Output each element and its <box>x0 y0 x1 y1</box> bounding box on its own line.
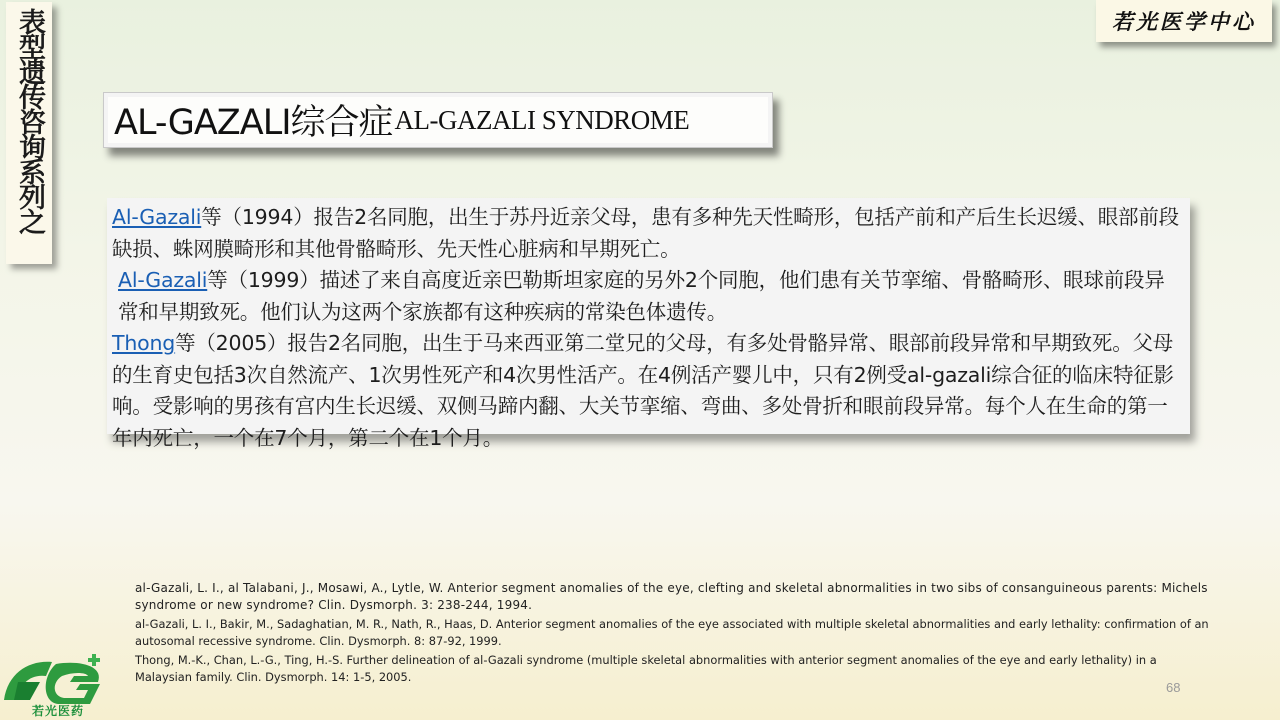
reference-3: Thong, M.-K., Chan, L.-G., Ting, H.-S. Further delineation of al-Gazali syndrome (multiple skeletal abnormalities with anterior segment anomalies of the eye and early lethality) in a Malaysian family. Clin. Dysmorph. 14: 1-5, 2005. <box>135 653 1157 684</box>
title-sub: AL-GAZALI SYNDROME <box>394 104 690 135</box>
reference-1: al-Gazali, L. I., al Talabani, J., Mosawi, A., Lytle, W. Anterior segment anomalies of the eye, clefting and skeletal abnormalities in two sibs of consanguineous parents: Michels syndrome or new syndrome? Clin. Dysmorph. 3: 238-244, 1994. <box>135 581 1208 612</box>
link-thong-2005[interactable]: Thong <box>112 331 176 355</box>
paragraph-2005 <box>112 328 1182 454</box>
center-badge <box>1096 0 1272 42</box>
paragraph-1999 <box>112 265 1182 328</box>
references <box>135 580 1210 688</box>
logo-caption: 若光医药 <box>31 704 84 718</box>
link-al-gazali-1994[interactable]: Al-Gazali <box>112 205 202 229</box>
center-badge-text: 若光医学中心 <box>1112 9 1256 34</box>
paragraph-1999-text: 等（1999）描述了来自高度近亲巴勒斯坦家庭的另外2个同胞，他们患有关节挛缩、骨骼畸形、眼球前段异常和早期致死。他们认为这两个家族都有这种疾病的常染色体遗传。 <box>118 268 1165 324</box>
series-label: 表型遗传咨询系列之 <box>14 8 45 233</box>
paragraph-1994 <box>112 202 1182 265</box>
body-text-box <box>107 198 1190 450</box>
paragraph-1994-text: 等（1994）报告2名同胞，出生于苏丹近亲父母，患有多种先天性畸形，包括产前和产后生长迟缓、眼部前段缺损、蛛网膜畸形和其他骨骼畸形、先天性心脏病和早期死亡。 <box>112 205 1179 261</box>
link-al-gazali-1999[interactable]: Al-Gazali <box>118 268 208 292</box>
series-label-box <box>6 2 52 264</box>
slide-title <box>103 92 773 148</box>
reference-2: al-Gazali, L. I., Bakir, M., Sadaghatian, M. R., Nath, R., Haas, D. Anterior segment anomalies of the eye associated with multiple skeletal abnormalities and early lethality: confirmation of an autosomal recessive syndrome. Clin. Dysmorph. 8: 87-92, 1999. <box>135 617 1209 648</box>
paragraph-2005-text: 等（2005）报告2名同胞，出生于马来西亚第二堂兄的父母，有多处骨骼异常、眼部前段异常和早期致死。父母的生育史包括3次自然流产、1次男性死产和4次男性活产。在4例活产婴儿中，只有2例受al-gazali综合征的临床特征影响。受影响的男孩有宫内生长迟缓、双侧马蹄内翻、大关节挛缩、弯曲、多处骨折和眼前段异常。每个人在生命的第一年内死亡，一个在7个月，第二个在1个月。 <box>112 331 1174 450</box>
page-number: 68 <box>1166 680 1181 695</box>
title-main: AL-GAZALI综合症 <box>114 103 393 143</box>
